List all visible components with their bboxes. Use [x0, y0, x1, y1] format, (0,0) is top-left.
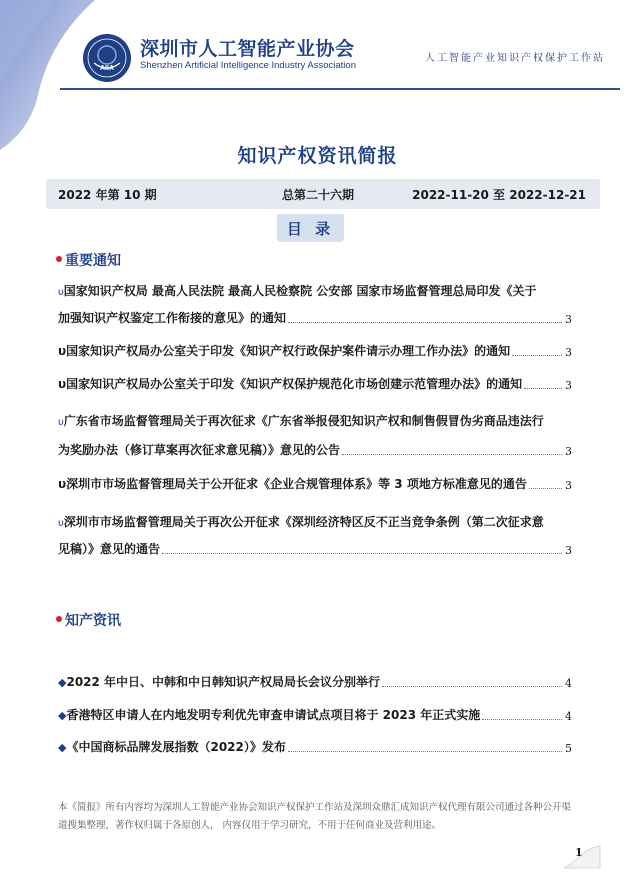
page-ref: 3	[565, 445, 572, 458]
red-dot-icon	[56, 256, 62, 262]
toc-entry-line[interactable]: υ国家知识产权局办公室关于印发《知识产权保护规范化市场创建示范管理办法》的通知 3	[58, 377, 572, 392]
page-ref: 4	[565, 710, 572, 723]
page-ref: 3	[565, 346, 572, 359]
page-ref: 3	[565, 479, 572, 492]
toc-entry-line[interactable]: υ深圳市市场监督管理局关于再次公开征求《深圳经济特区反不正当竞争条例（第二次征求意	[58, 515, 544, 529]
red-dot-icon	[56, 616, 62, 622]
page-ref: 4	[565, 677, 572, 690]
bullet-icon: υ	[58, 344, 67, 358]
org-name-cn: 深圳市人工智能产业协会	[140, 38, 355, 60]
date-range: 2022-11-20 至 2022-12-21	[412, 188, 586, 202]
section-heading-ip-news: 知产资讯	[56, 610, 121, 630]
toc-entry-line[interactable]: υ国家知识产权局 最高人民法院 最高人民检察院 公安部 国家市场监督管理总局印发《关于	[58, 284, 537, 298]
toc-label: 目 录	[286, 220, 335, 238]
bullet-icon: υ	[58, 417, 64, 428]
section-heading-notices: 重要通知	[56, 250, 121, 270]
page-ref: 5	[565, 742, 572, 755]
toc-entry-line[interactable]: υ深圳市市场监督管理局关于公开征求《企业合规管理体系》等 3 项地方标准意见的通告 3	[58, 477, 572, 492]
diamond-bullet-icon: ◆	[58, 709, 67, 722]
header-right-text: 人工智能产业知识产权保护工作站	[425, 53, 605, 64]
bullet-icon: υ	[58, 287, 64, 298]
toc-entry-line[interactable]: υ广东省市场监督管理局关于再次征求《广东省举报侵犯知识产权和制售假冒伪劣商品违法行	[58, 414, 544, 428]
bullet-icon: υ	[58, 377, 67, 391]
org-name-en: Shenzhen Artificial Intelligence Industry Association	[140, 60, 356, 71]
bullet-icon: υ	[58, 477, 67, 491]
toc-entry-line[interactable]: 加强知识产权鉴定工作衔接的意见》的通知 3	[58, 311, 572, 326]
toc-entry-line[interactable]: 为奖励办法（修订草案再次征求意见稿）》意见的公告 3	[58, 443, 572, 458]
toc-entry-line[interactable]: ◆2022 年中日、中韩和中日韩知识产权局局长会议分别举行 4	[58, 675, 572, 690]
toc-entry-line[interactable]: υ国家知识产权局办公室关于印发《知识产权行政保护案件请示办理工作办法》的通知 3	[58, 344, 572, 359]
toc-tab	[277, 214, 344, 242]
toc-entry-line[interactable]: ◆《中国商标品牌发展指数（2022）》发布 5	[58, 740, 572, 755]
logo-text: AIIA	[100, 65, 114, 72]
toc-entry-line[interactable]: 见稿）》意见的通告 3	[58, 542, 572, 557]
bullet-icon: υ	[58, 518, 64, 529]
diamond-bullet-icon: ◆	[58, 676, 67, 689]
page-curl-icon	[562, 842, 607, 872]
diamond-bullet-icon: ◆	[58, 741, 67, 754]
page-ref: 3	[565, 544, 572, 557]
issue-number: 2022 年第 10 期	[58, 188, 157, 202]
page-number: 1	[575, 846, 583, 859]
total-issue-number: 总第二十六期	[282, 188, 355, 202]
header-divider	[60, 88, 620, 90]
association-logo-icon	[82, 33, 132, 83]
page-ref: 3	[565, 313, 572, 326]
document-title: 知识产权资讯简报	[237, 145, 398, 167]
issue-info-bar	[46, 179, 600, 209]
toc-entry-line[interactable]: ◆香港特区申请人在内地发明专利优先审查申请试点项目将于 2023 年正式实施 4	[58, 708, 572, 723]
page-number-badge	[562, 842, 607, 872]
page-ref: 3	[565, 379, 572, 392]
copyright-note: 本《简报》所有内容均为深圳人工智能产业协会知识产权保护工作站及深圳众鼎汇成知识产权代理有限公司通过各种公开渠道搜集整理，著作权归属于各原创人， 内容仅用于学习研究，不用于任何商业及营利用途。	[58, 802, 572, 831]
